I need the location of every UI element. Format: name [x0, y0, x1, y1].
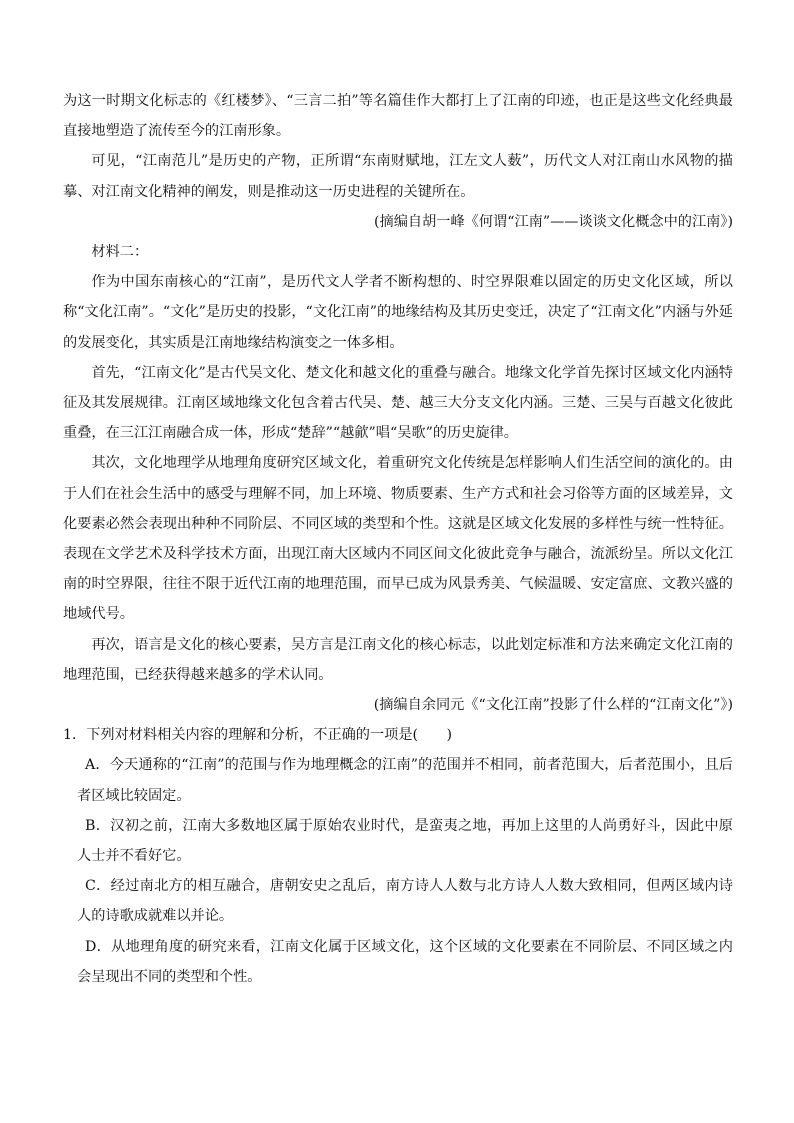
document-page	[63, 86, 733, 992]
question-1-option-a: A．今天通称的“江南”的范围与作为地理概念的江南”的范围并不相同，前者范围大，后者范围小，且后者区域比较固定。	[77, 757, 733, 804]
material-one-closing-paragraph: 为这一时期文化标志的《红楼梦》、“三言二拍”等名篇佳作大都打上了江南的印迹，也正是这些文化经典最直接地塑造了流传至今的江南形象。	[63, 93, 733, 140]
question-1-option-b: B．汉初之前，江南大多数地区属于原始农业时代，是蛮夷之地，再加上这里的人尚勇好斗，因此中原人士并不看好它。	[77, 817, 733, 865]
material-two-paragraph: 作为中国东南核心的“江南”，是历代文人学者不断构想的、时空界限难以固定的历史文化区域，所以称“文化江南”。“文化”是历史的投影，“文化江南”的地缘结构及其历史变迁，决定了“江南文化”内涵与外延的发展变化，其实质是江南地缘结构演变之一体多相。	[63, 274, 733, 351]
question-1-option-d: D．从地理角度的研究来看，江南文化属于区域文化，这个区域的文化要素在不同阶层、不同区域之内会呈现出不同的类型和个性。	[77, 938, 733, 985]
material-two-heading: 材料二：	[91, 244, 149, 261]
question-1-stem: 1．下列对材料相关内容的理解和分析，不正确的一项是( )	[63, 727, 452, 744]
material-two-paragraph: 再次，语言是文化的核心要素，吴方言是江南文化的核心标志，以此划定标准和方法来确定文化江南的地理范围，已经获得越来越多的学术认同。	[63, 636, 733, 683]
question-1-option-c: C．经过南北方的相互融合，唐朝安史之乱后，南方诗人人数与北方诗人人数大致相同，但两区域内诗人的诗歌成就难以并论。	[77, 878, 733, 925]
material-two-paragraph: 首先，“江南文化”是古代吴文化、楚文化和越文化的重叠与融合。地缘文化学首先探讨区域文化内涵特征及其发展规律。江南区域地缘文化包含着古代吴、楚、越三大分支文化内涵。三楚、三吴与百越文化彼此重叠，在三江江南融合成一体，形成“楚辞”“越歈”唱“吴歌”的历史旋律。	[63, 364, 733, 442]
material-two-paragraph: 其次，文化地理学从地理角度研究区域文化，着重研究文化传统是怎样影响人们生活空间的演化的。由于人们在社会生活中的感受与理解不同，加上环境、物质要素、生产方式和社会习俗等方面的区域差异，文化要素必然会表现出种种不同阶层、不同区域的类型和个性。这就是区域文化发展的多样性与统一性特征。表现在文学艺术及科学技术方面，出现江南大区域内不同区间文化彼此竞争与融合，流派纷呈。所以文化江南的时空界限，往往不限于近代江南的地理范围，而早已成为风景秀美、气候温暖、安定富庶、文教兴盛的地域代号。	[63, 455, 733, 623]
material-one-source-citation: (摘编自胡一峰《何谓“江南”——谈谈文化概念中的江南》)	[374, 213, 733, 230]
material-one-conclusion-paragraph: 可见，“江南范儿”是历史的产物，正所谓“东南财赋地，江左文人薮”，历代文人对江南山水风物的描摹、对江南文化精神的阐发，则是推动这一历史进程的关键所在。	[63, 153, 733, 200]
material-two-source-citation: (摘编自余同元《“文化江南”投影了什么样的“江南文化”》)	[373, 697, 733, 714]
